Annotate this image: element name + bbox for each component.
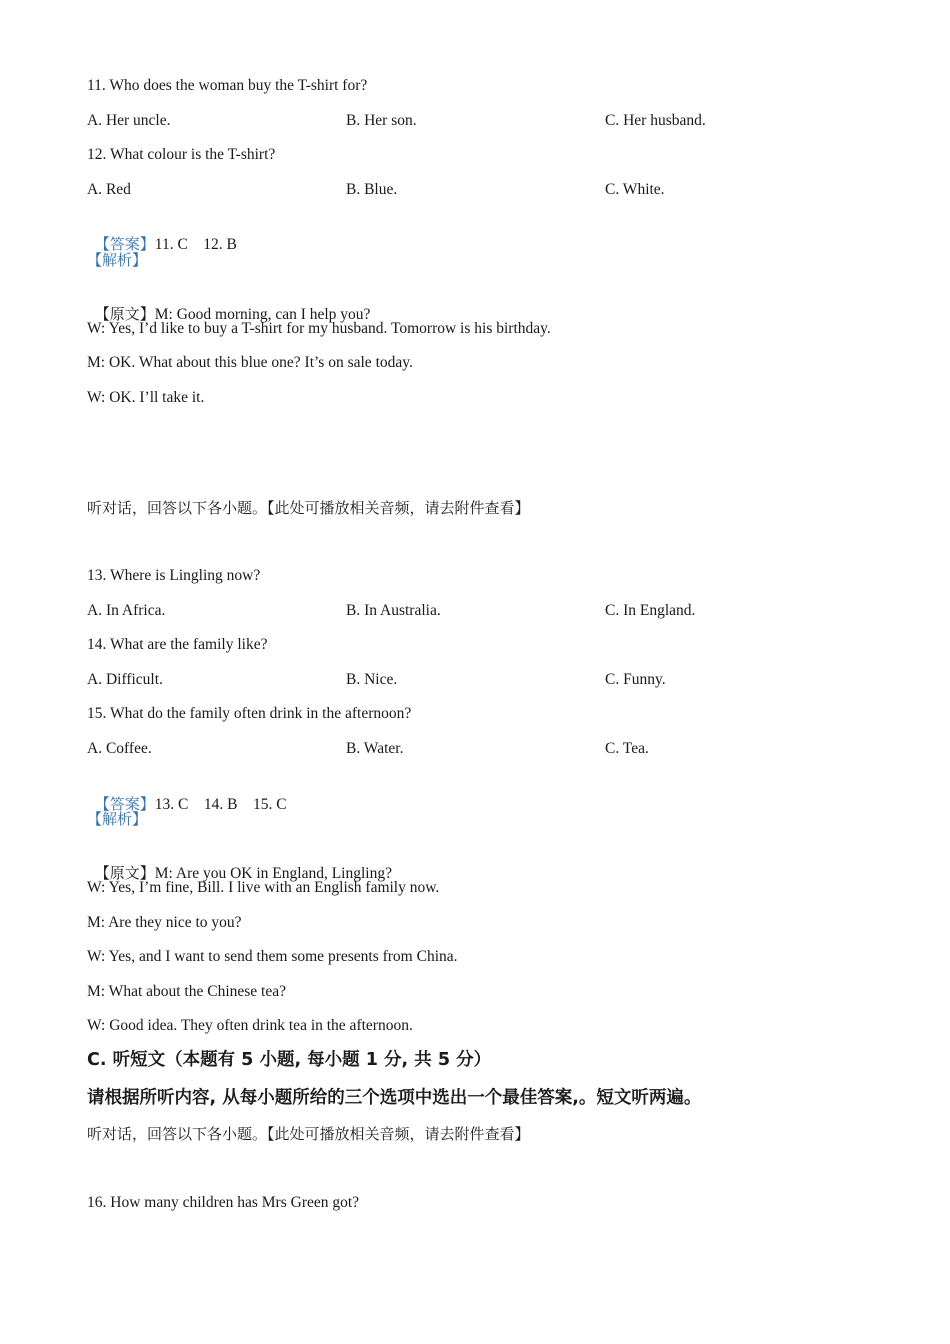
question-14: 14. What are the family like? [87,636,268,653]
transcript-line: W: OK. I’ll take it. [87,389,205,406]
section-c-heading: C. 听短文（本题有 5 小题, 每小题 1 分, 共 5 分） [87,1050,492,1070]
answer-text: 13. C 14. B 15. C [154,796,287,813]
q11-option-a: A. Her uncle. [87,112,171,129]
question-15: 15. What do the family often drink in the afternoon? [87,705,412,722]
q12-option-c: C. White. [605,181,665,198]
q14-option-a: A. Difficult. [87,671,163,688]
analysis-label: 【解析】 [87,251,148,269]
section-c-directions: 请根据所听内容, 从每小题所给的三个选项中选出一个最佳答案,。短文听两遍。 [87,1088,702,1108]
transcript-line: W: Good idea. They often drink tea in the afternoon. [87,1017,413,1034]
q13-option-c: C. In England. [605,602,696,619]
q15-option-c: C. Tea. [605,740,649,757]
transcript-line: W: Yes, I’m fine, Bill. I live with an English family now. [87,879,440,896]
transcript-label: 【原文】 [94,864,155,882]
transcript-line: W: Yes, and I want to send them some presents from China. [87,948,458,965]
answer-line-1 [87,214,237,255]
q15-option-b: B. Water. [346,740,404,757]
q15-option-a: A. Coffee. [87,740,152,757]
answer-text: 11. C 12. B [154,236,237,253]
question-16: 16. How many children has Mrs Green got? [87,1194,360,1211]
transcript-line: M: Are they nice to you? [87,914,242,931]
question-13: 13. Where is Lingling now? [87,567,261,584]
transcript-text: M: Good morning, can I help you? [154,306,371,323]
q11-option-b: B. Her son. [346,112,417,129]
answer-label: 【答案】 [94,235,155,253]
transcript-line: M: OK. What about this blue one? It’s on sale today. [87,354,413,371]
answer-label: 【答案】 [94,795,155,813]
question-11: 11. Who does the woman buy the T-shirt for? [87,77,368,94]
q12-option-b: B. Blue. [346,181,398,198]
listening-instruction: 听对话，回答以下各小题。【此处可播放相关音频，请去附件查看】 [87,499,530,517]
transcript-line: M: What about the Chinese tea? [87,983,287,1000]
q14-option-b: B. Nice. [346,671,398,688]
transcript-text: M: Are you OK in England, Lingling? [154,865,392,882]
listening-instruction: 听对话，回答以下各小题。【此处可播放相关音频，请去附件查看】 [87,1125,530,1143]
question-12: 12. What colour is the T-shirt? [87,146,276,163]
transcript-line: W: Yes, I’d like to buy a T-shirt for my husband. Tomorrow is his birthday. [87,320,551,337]
q13-option-a: A. In Africa. [87,602,166,619]
transcript-label: 【原文】 [94,305,155,323]
q14-option-c: C. Funny. [605,671,666,688]
q12-option-a: A. Red [87,181,131,198]
q13-option-b: B. In Australia. [346,602,441,619]
analysis-label: 【解析】 [87,810,148,828]
q11-option-c: C. Her husband. [605,112,706,129]
